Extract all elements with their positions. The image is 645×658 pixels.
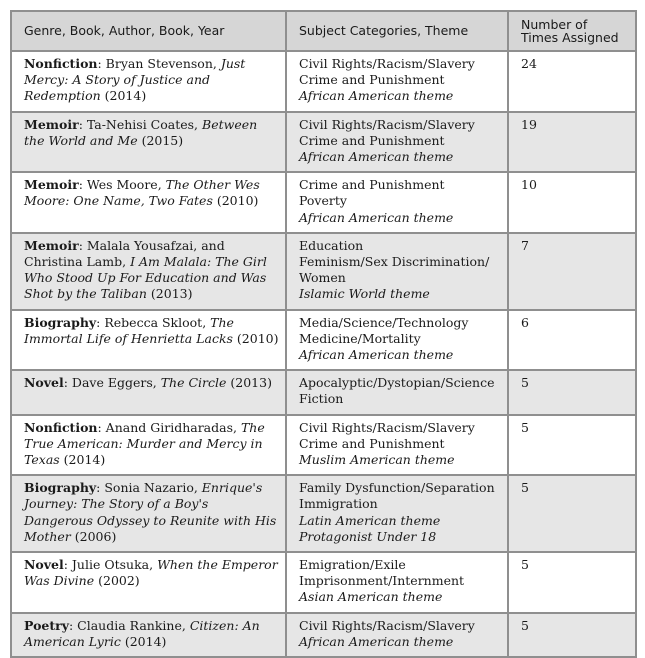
book-title: Just Mercy: A Story of Justice and Redemption [24,56,246,104]
theme-label: African American theme [299,209,454,225]
header-times-assigned-line2: Times Assigned [521,30,619,45]
book-year: (2010) [232,330,279,346]
author-text: : Malala Yousafzai, and Christina Lamb, [24,237,225,270]
subject-cell [286,475,508,552]
book-cell [11,310,286,371]
count-cell: 5 [508,552,636,613]
book-year: (2013) [226,375,272,391]
count-cell: 5 [508,370,636,414]
category-item: Crime and Punishment [299,177,445,193]
books-table [10,10,637,658]
header-subject-categories: Subject Categories, Theme [286,11,508,51]
book-cell [11,370,286,414]
author-text: : Ta-Nehisi Coates, [78,116,203,132]
header-times-assigned-line1: Number of [521,16,588,32]
genre-label: Memoir [24,116,79,132]
book-title: The Other Wes Moore: One Name, Two Fates [24,177,260,209]
count-cell: 6 [508,310,636,371]
book-year: (2014) [100,88,147,104]
category-item: Media/Science/Technology [299,314,469,330]
book-cell [11,552,286,613]
book-title: The Immortal Life of Henrietta Lacks [24,314,234,346]
genre-label: Biography [24,480,97,496]
header-genre-book: Genre, Book, Author, Book, Year [11,11,286,51]
count-cell: 5 [508,613,636,657]
table-container [10,10,635,658]
book-cell [11,233,286,310]
book-cell [11,475,286,552]
table-row [11,370,636,414]
book-title: The True American: Murder and Mercy in Texas [24,419,265,468]
book-year: (2015) [137,132,184,148]
book-cell [11,415,286,476]
category-item: Medicine/Mortality [299,330,421,346]
category-item: Civil Rights/Racism/Slavery [299,419,475,435]
book-title: Between the World and Me [24,116,258,148]
category-item: Imprisonment/Internment [299,573,465,589]
theme-label: Protagonist Under 18 [299,528,437,544]
theme-label: African American theme [299,347,454,363]
theme-label: Latin American theme [299,512,441,528]
subject-cell [286,310,508,371]
table-row [11,233,636,310]
author-text: : Wes Moore, [78,177,166,193]
table-row [11,415,636,476]
count-cell: 19 [508,112,636,173]
subject-cell [286,370,508,414]
category-item: Civil Rights/Racism/Slavery [299,617,475,633]
subject-cell [286,51,508,112]
book-year: (2006) [70,528,117,544]
author-text: : Anand Giridharadas, [97,419,241,435]
author-text: : Julie Otsuka, [63,557,158,573]
author-text: : Rebecca Skloot, [96,314,211,330]
genre-label: Novel [24,375,64,391]
author-text: : Dave Eggers, [63,375,161,391]
subject-cell [286,112,508,173]
theme-label: Islamic World theme [299,286,430,302]
book-year: (2002) [94,573,140,589]
genre-label: Memoir [24,237,79,253]
category-item: Family Dysfunction/Separation [299,480,495,496]
theme-label: Asian American theme [299,589,443,605]
category-item: Civil Rights/Racism/Slavery [299,116,475,132]
theme-label: Muslim American theme [299,452,455,468]
author-text: : Claudia Rankine, [68,617,190,633]
category-item: Civil Rights/Racism/Slavery [299,56,475,71]
count-cell: 24 [508,51,636,112]
genre-label: Memoir [24,177,79,193]
count-cell: 5 [508,415,636,476]
book-title: Citizen: An American Lyric [24,617,260,649]
book-year: (2014) [120,633,167,649]
book-cell [11,112,286,173]
table-row [11,112,636,173]
category-item: Feminism/Sex Discrimination/ Women [299,254,490,286]
subject-cell [286,233,508,310]
category-item: Crime and Punishment [299,435,445,451]
header-times-assigned [508,11,636,51]
book-title: When the Emperor Was Divine [24,557,278,589]
book-cell [11,172,286,233]
category-item: Education [299,237,364,253]
table-row [11,552,636,613]
author-text: : Bryan Stevenson, [97,56,221,71]
category-item: Crime and Punishment [299,132,445,148]
book-cell [11,613,286,657]
genre-label: Poetry [24,617,69,633]
category-item: Emigration/Exile [299,557,406,573]
author-text: : Sonia Nazario, [96,480,202,496]
table-row [11,172,636,233]
genre-label: Nonfiction [24,56,98,71]
subject-cell [286,415,508,476]
category-item: Poverty [299,193,347,209]
category-item: Crime and Punishment [299,72,445,88]
book-title: The Circle [160,375,227,391]
table-row [11,613,636,657]
book-title: Enrique's Journey: The Story of a Boy's Dangerous Odyssey to Reunite with His Mother [24,480,277,544]
count-cell: 7 [508,233,636,310]
book-title: I Am Malala: The Girl Who Stood Up For Education and Was Shot by the Taliban [24,254,267,302]
book-year: (2010) [212,193,259,209]
genre-label: Biography [24,314,97,330]
theme-label: African American theme [299,633,454,649]
genre-label: Novel [24,557,64,573]
header-row [11,11,636,51]
subject-cell [286,613,508,657]
subject-cell [286,552,508,613]
book-year: (2014) [59,452,106,468]
theme-label: African American theme [299,149,454,165]
category-item: Immigration [299,496,378,512]
theme-label: African American theme [299,88,454,104]
count-cell: 5 [508,475,636,552]
table-row [11,475,636,552]
table-row [11,51,636,112]
table-row [11,310,636,371]
count-cell: 10 [508,172,636,233]
category-item: Apocalyptic/Dystopian/Science Fiction [299,375,495,407]
book-cell [11,51,286,112]
genre-label: Nonfiction [24,419,98,435]
subject-cell [286,172,508,233]
book-year: (2013) [146,286,193,302]
